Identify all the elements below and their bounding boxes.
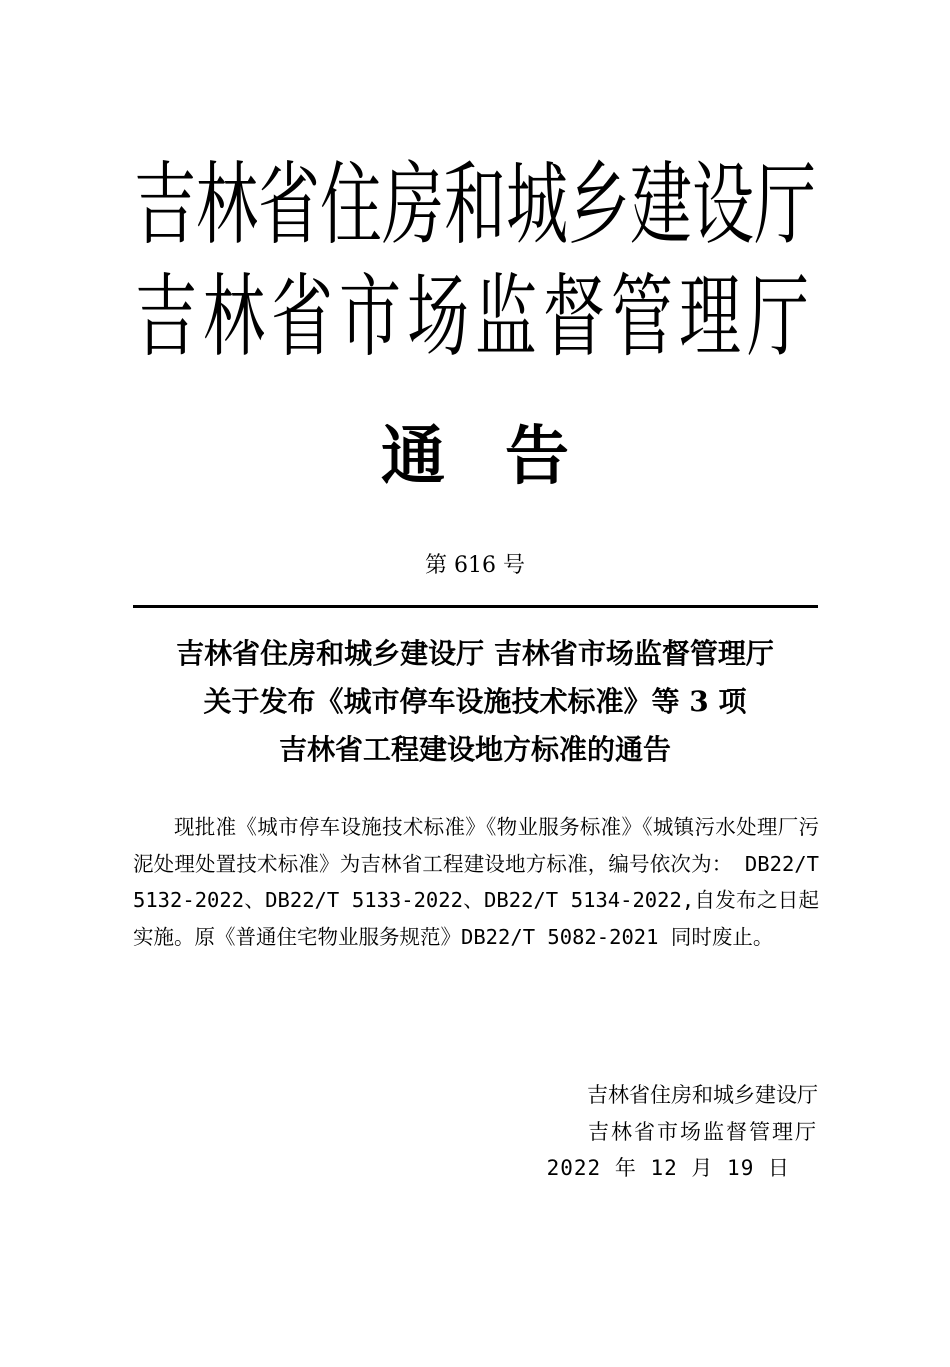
- notice-title: 通告: [381, 420, 629, 494]
- issuer-name-market-supervision: 吉林省市场监督管理厅: [134, 263, 815, 370]
- document-heading-line-1: 吉林省住房和城乡建设厅 吉林省市场监督管理厅: [176, 637, 774, 670]
- signature-org-market-supervision: 吉林省市场监督管理厅: [588, 1120, 818, 1144]
- document-heading-line-3: 吉林省工程建设地方标准的通告: [278, 733, 671, 766]
- issuer-name-housing: 吉林省住房和城乡建设厅: [133, 151, 816, 258]
- signature-date: 2022 年 12 月 19 日: [546, 1156, 790, 1180]
- document-heading-line-2: 关于发布《城市停车设施技术标准》等 3 项: [203, 685, 747, 718]
- notice-number: 第 616 号: [425, 553, 525, 578]
- signature-org-housing: 吉林省住房和城乡建设厅: [587, 1083, 818, 1107]
- header-divider: [133, 605, 818, 608]
- notice-body-paragraph: 现批准《城市停车设施技术标准》《物业服务标准》《城镇污水处理厂污泥处理处置技术标准》为吉林省工程建设地方标准，编号依次为： DB22/T 5132-2022、DB22/T 5133-2022、DB22/T 5134-2022,自发布之日起实施。原《普通住宅物业服务规范》DB22/T 5082-2021 同时废止。: [133, 815, 819, 950]
